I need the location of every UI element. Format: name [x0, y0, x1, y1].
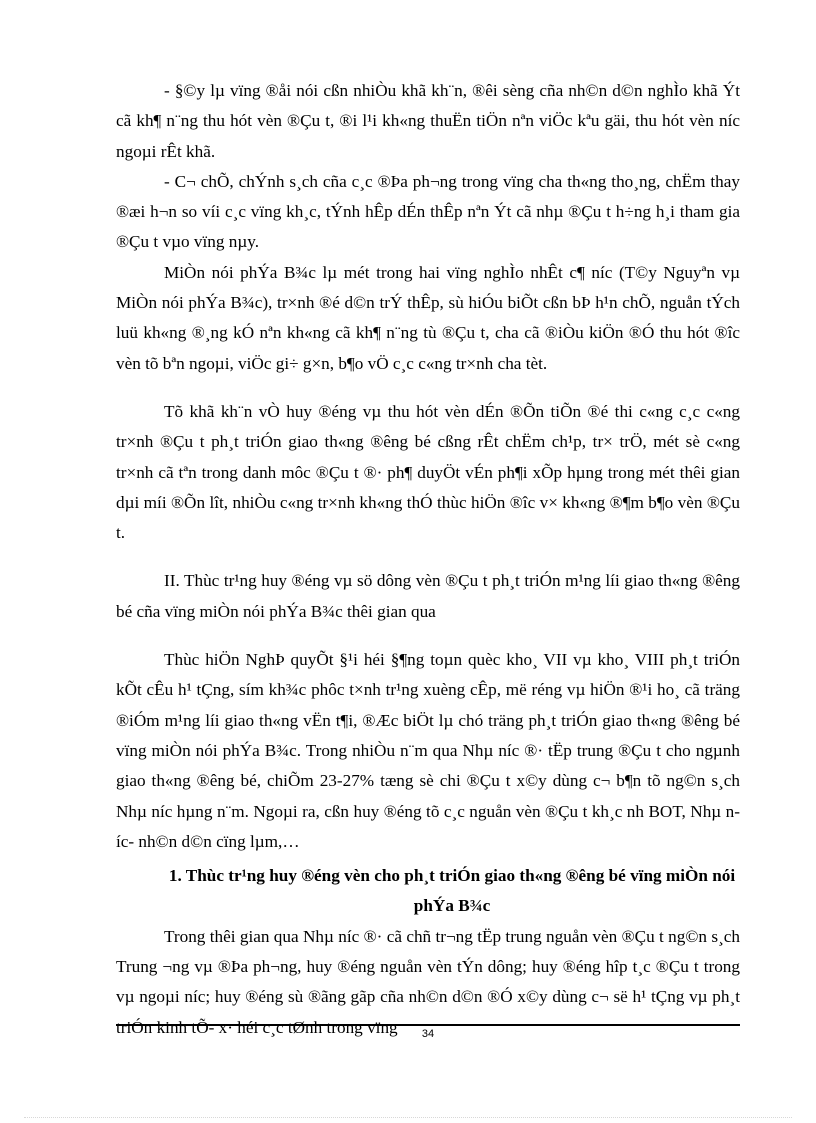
paragraph-6: Trong thêi gian qua Nhµ níc ®· cã chñ tr¬ng tËp trung nguån vèn ®Çu t ng©n s¸ch Trung ¬ng vµ ®Þa ph¬ng, huy ®éng nguån vèn tÝn dông; huy ®éng hîp t¸c ®Çu t trong vµ ngoµi níc; huy ®éng sù ®ãng gãp cña nh©n d©n ®Ó x©y dùng c¬ së h¹ tÇng vµ ph¸t triÓn kinh tÕ- x· héi c¸c tØnh trong vïng: [116, 926, 740, 1037]
paragraph-3: MiÒn nói phÝa B¾c lµ mét trong hai vïng nghÌo nhÊt c¶ níc (T©y Nguyªn vµ MiÒn nói phÝa B¾c), tr×nh ®é d©n trÝ thÊp, sù hiÓu biÕt cßn bÞ h¹n chÕ, nguån tÝch luü kh«ng ®¸ng kÓ nªn kh«ng cã kh¶ n¨ng tù ®Çu t, cha cã ®iÒu kiÖn ®Ó thu hót ®îc vèn tõ bªn ngoµi, viÖc gi÷ g×n, b¶o vÖ c¸c c«ng tr×nh cha tèt.: [116, 262, 740, 373]
subsection-heading-1: 1. Thùc tr¹ng huy ®éng vèn cho ph¸t triÓn giao th«ng ®êng bé vïng miÒn nói phÝa B¾c: [168, 866, 736, 916]
section-heading-ii: II. Thùc tr¹ng huy ®éng vµ sö dông vèn ®Çu t ph¸t triÓn m¹ng líi giao th«ng ®êng bé cña vïng miÒn nói phÝa B¾c thêi gian qua: [116, 571, 740, 621]
paragraph-5: Thùc hiÖn NghÞ quyÕt §¹i héi §¶ng toµn quèc kho¸ VII vµ kho¸ VIII ph¸t triÓn kÕt cÊu h¹ tÇng, sím kh¾c phôc t×nh tr¹ng xuèng cÊp, më réng vµ hiÖn ®¹i ho¸ cã träng ®iÓm m¹ng líi giao th«ng vËn t¶i, ®Æc biÖt lµ chó träng ph¸t triÓn giao th«ng ®êng bé vïng miÒn nói phÝa B¾c. Trong nhiÒu n¨m qua Nhµ níc ®· tËp trung ®Çu t cho ngµnh giao th«ng ®êng bé, chiÕm 23-27% tæng sè chi ®Çu t x©y dùng c¬ b¶n tõ ng©n s¸ch Nhµ níc hµng n¨m. Ngoµi ra, cßn huy ®éng tõ c¸c nguån vèn ®Çu t kh¸c nh BOT, Nhµ níc- nh©n d©n cïng lµm,…: [116, 650, 740, 851]
paragraph-2: - C¬ chÕ, chÝnh s¸ch cña c¸c ®Þa ph¬ng trong vïng cha th«ng tho¸ng, chËm thay ®æi h¬n so víi c¸c vïng kh¸c, tÝnh hÊp dÉn thÊp nªn Ýt cã nhµ ®Çu t h÷ng h¸i tham gia ®Çu t vµo vïng nµy.: [116, 171, 740, 252]
paragraph-1: - §©y lµ vïng ®åi nói cßn nhiÒu khã kh¨n, ®êi sèng cña nh©n d©n nghÌo khã Ýt cã kh¶ n¨ng thu hót vèn ®Çu t, ®i l¹i kh«ng thuËn tiÖn nªn viÖc kªu gäi, thu hót vèn níc ngoµi rÊt khã.: [116, 81, 740, 161]
page-bottom-dotted-edge: [24, 1117, 792, 1118]
page-number: 34: [421, 1028, 435, 1040]
footer-rule: [116, 1024, 740, 1026]
body-text: [116, 76, 740, 1043]
paragraph-4: Tõ khã kh¨n vÒ huy ®éng vµ thu hót vèn dÉn ®Õn tiÕn ®é thi c«ng c¸c c«ng tr×nh ®Çu t ph¸t triÓn giao th«ng ®êng bé cßng rÊt chËm ch¹p, tr× trÖ, mét sè c«ng tr×nh cã tªn trong danh môc ®Çu t ®· ph¶ duyÖt vÉn ph¶i xÕp hµng trong mét thêi gian dµi míi ®Õn lît, nhiÒu c«ng tr×nh kh«ng thÓ thùc hiÖn ®îc v× kh«ng ®¶m b¶o vèn ®Çu t.: [116, 401, 740, 543]
